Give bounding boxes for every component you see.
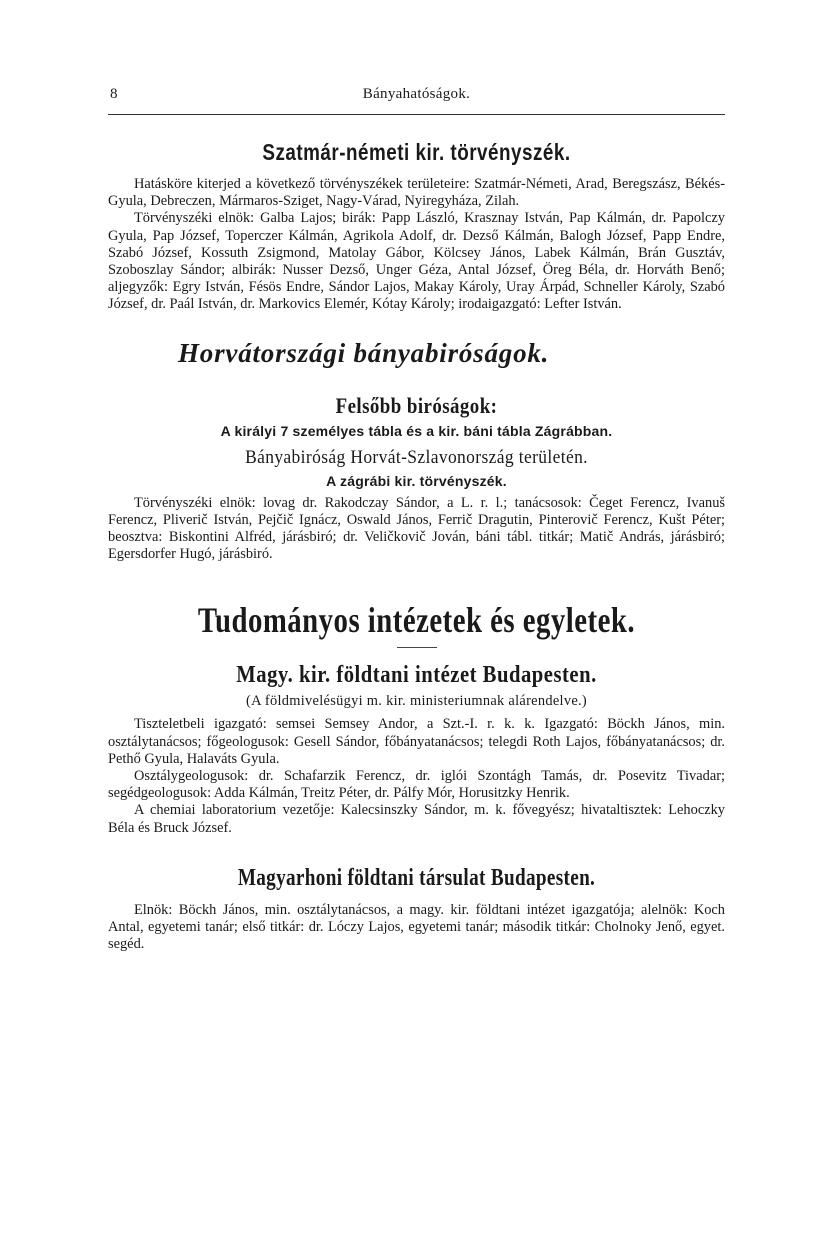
szatmar-heading: Szatmár-németi kir. törvényszék. [262,139,571,165]
mining-court-heading: Bányabiróság Horvát-Szlavonország területén. [245,446,588,468]
higher-courts-heading: Felsőbb biróságok: [335,392,498,418]
zagreb-court-line: A zágrábi kir. törvényszék. [326,472,507,489]
szatmar-members: Törvényszéki elnök: Galba Lajos; birák: Papp László, Krasznay István, Pap Kálmán, dr. Papolczy Gyula, Pap József, Toperczer Kálmán, Agrikola Adolf, dr. Dezső Kálmán, Balogh József, Papp Endre, Szabó József, Kossuth Zsigmond, Matolay Gábor, Kölcsey János, Labek Kálmán, Brán Gusztáv, Szoboszlay Sándor; albirák: Nusser Dezső, Unger Géza, Antal József, Öreg Béla, dr. Horváth Benő; aljegyzők: Egry István, Fésös Endre, Sándor Lajos, Makay Károly, Uray Árpád, Schneller Károly, Szabó József, dr. Paál István, dr. Markovics Elemér, Kótay Károly; irodaigazgató: Lefter István. [108,210,725,313]
szatmar-jurisdiction: Hatásköre kiterjed a következő törvényszékek területeire: Szatmár-Németi, Arad, Beregszász, Békés-Gyula, Debreczen, Mármaros-Sziget, Nagy-Várad, Nyiregyháza, Zilah. [108,176,725,210]
geological-society-heading: Magyarhoni földtani társulat Budapesten. [237,864,596,891]
header-rule [108,114,725,115]
geological-institute-heading: Magy. kir. földtani intézet Budapesten. [236,662,597,689]
running-header [108,86,725,108]
zagreb-members: Törvényszéki elnök: lovag dr. Rakodczay Sándor, a L. r. l.; tanácsosok: Čeget Ferencz, Ivanuš Ferencz, Pliverič István, Pejčič Ignácz, Oswald János, Ferrič Dragutin, Pinterovič Ferencz, Kušt Péter; beosztva: Biskontini Alfréd, járásbiró; dr. Veličkovič Jován, báni tábl. titkár; Matič András, járásbiró; Egersdorfer Hugó, járásbiró. [108,494,725,563]
running-title: Bányahatóságok. [362,86,471,102]
section-rule [397,647,437,648]
institute-note: (A földmivelésügyi m. kir. ministeriumnak alárendelve.) [245,693,587,710]
institute-directors: Tiszteletbeli igazgató: semsei Semsey Andor, a Szt.-I. r. k. k. Igazgató: Böckh János, min. osztálytanácsos; főgeologusok: Gesell Sándor, főbányatanácsos; telegdi Roth Lajos, főbányatanácsos; dr. Pethő Gyula, Halaváts Gyula. [108,716,725,767]
horvat-heading: Horvátországi bányabiróságok. [178,337,550,368]
society-officers: Elnök: Böckh János, min. osztálytanácsos, a magy. kir. földtani intézet igazgatója; alelnök: Koch Antal, egyetemi tanár; első titkár: dr. Lóczy Lajos, egyetemi tanár; második titkár: Cholnoky Jenő, egyet. segéd. [108,901,725,953]
page [108,86,725,953]
institute-geologists: Osztálygeologusok: dr. Schafarzik Ferencz, dr. iglói Szontágh Tamás, dr. Posevitz Tivadar; segédgeologusok: Adda Kálmán, Treitz Péter, dr. Pálfy Mór, Horusitzky Henrik. [108,768,725,802]
page-number: 8 [110,86,118,102]
institute-laboratory: A chemiai laboratorium vezetője: Kalecsinszky Sándor, m. k. fővegyész; hivataltisztek: Lehoczky Béla és Bruck József. [108,802,725,836]
royal-table-line: A királyi 7 személyes tábla és a kir. báni tábla Zágrábban. [220,422,613,439]
science-heading: Tudományos intézetek és egyletek. [197,600,636,641]
